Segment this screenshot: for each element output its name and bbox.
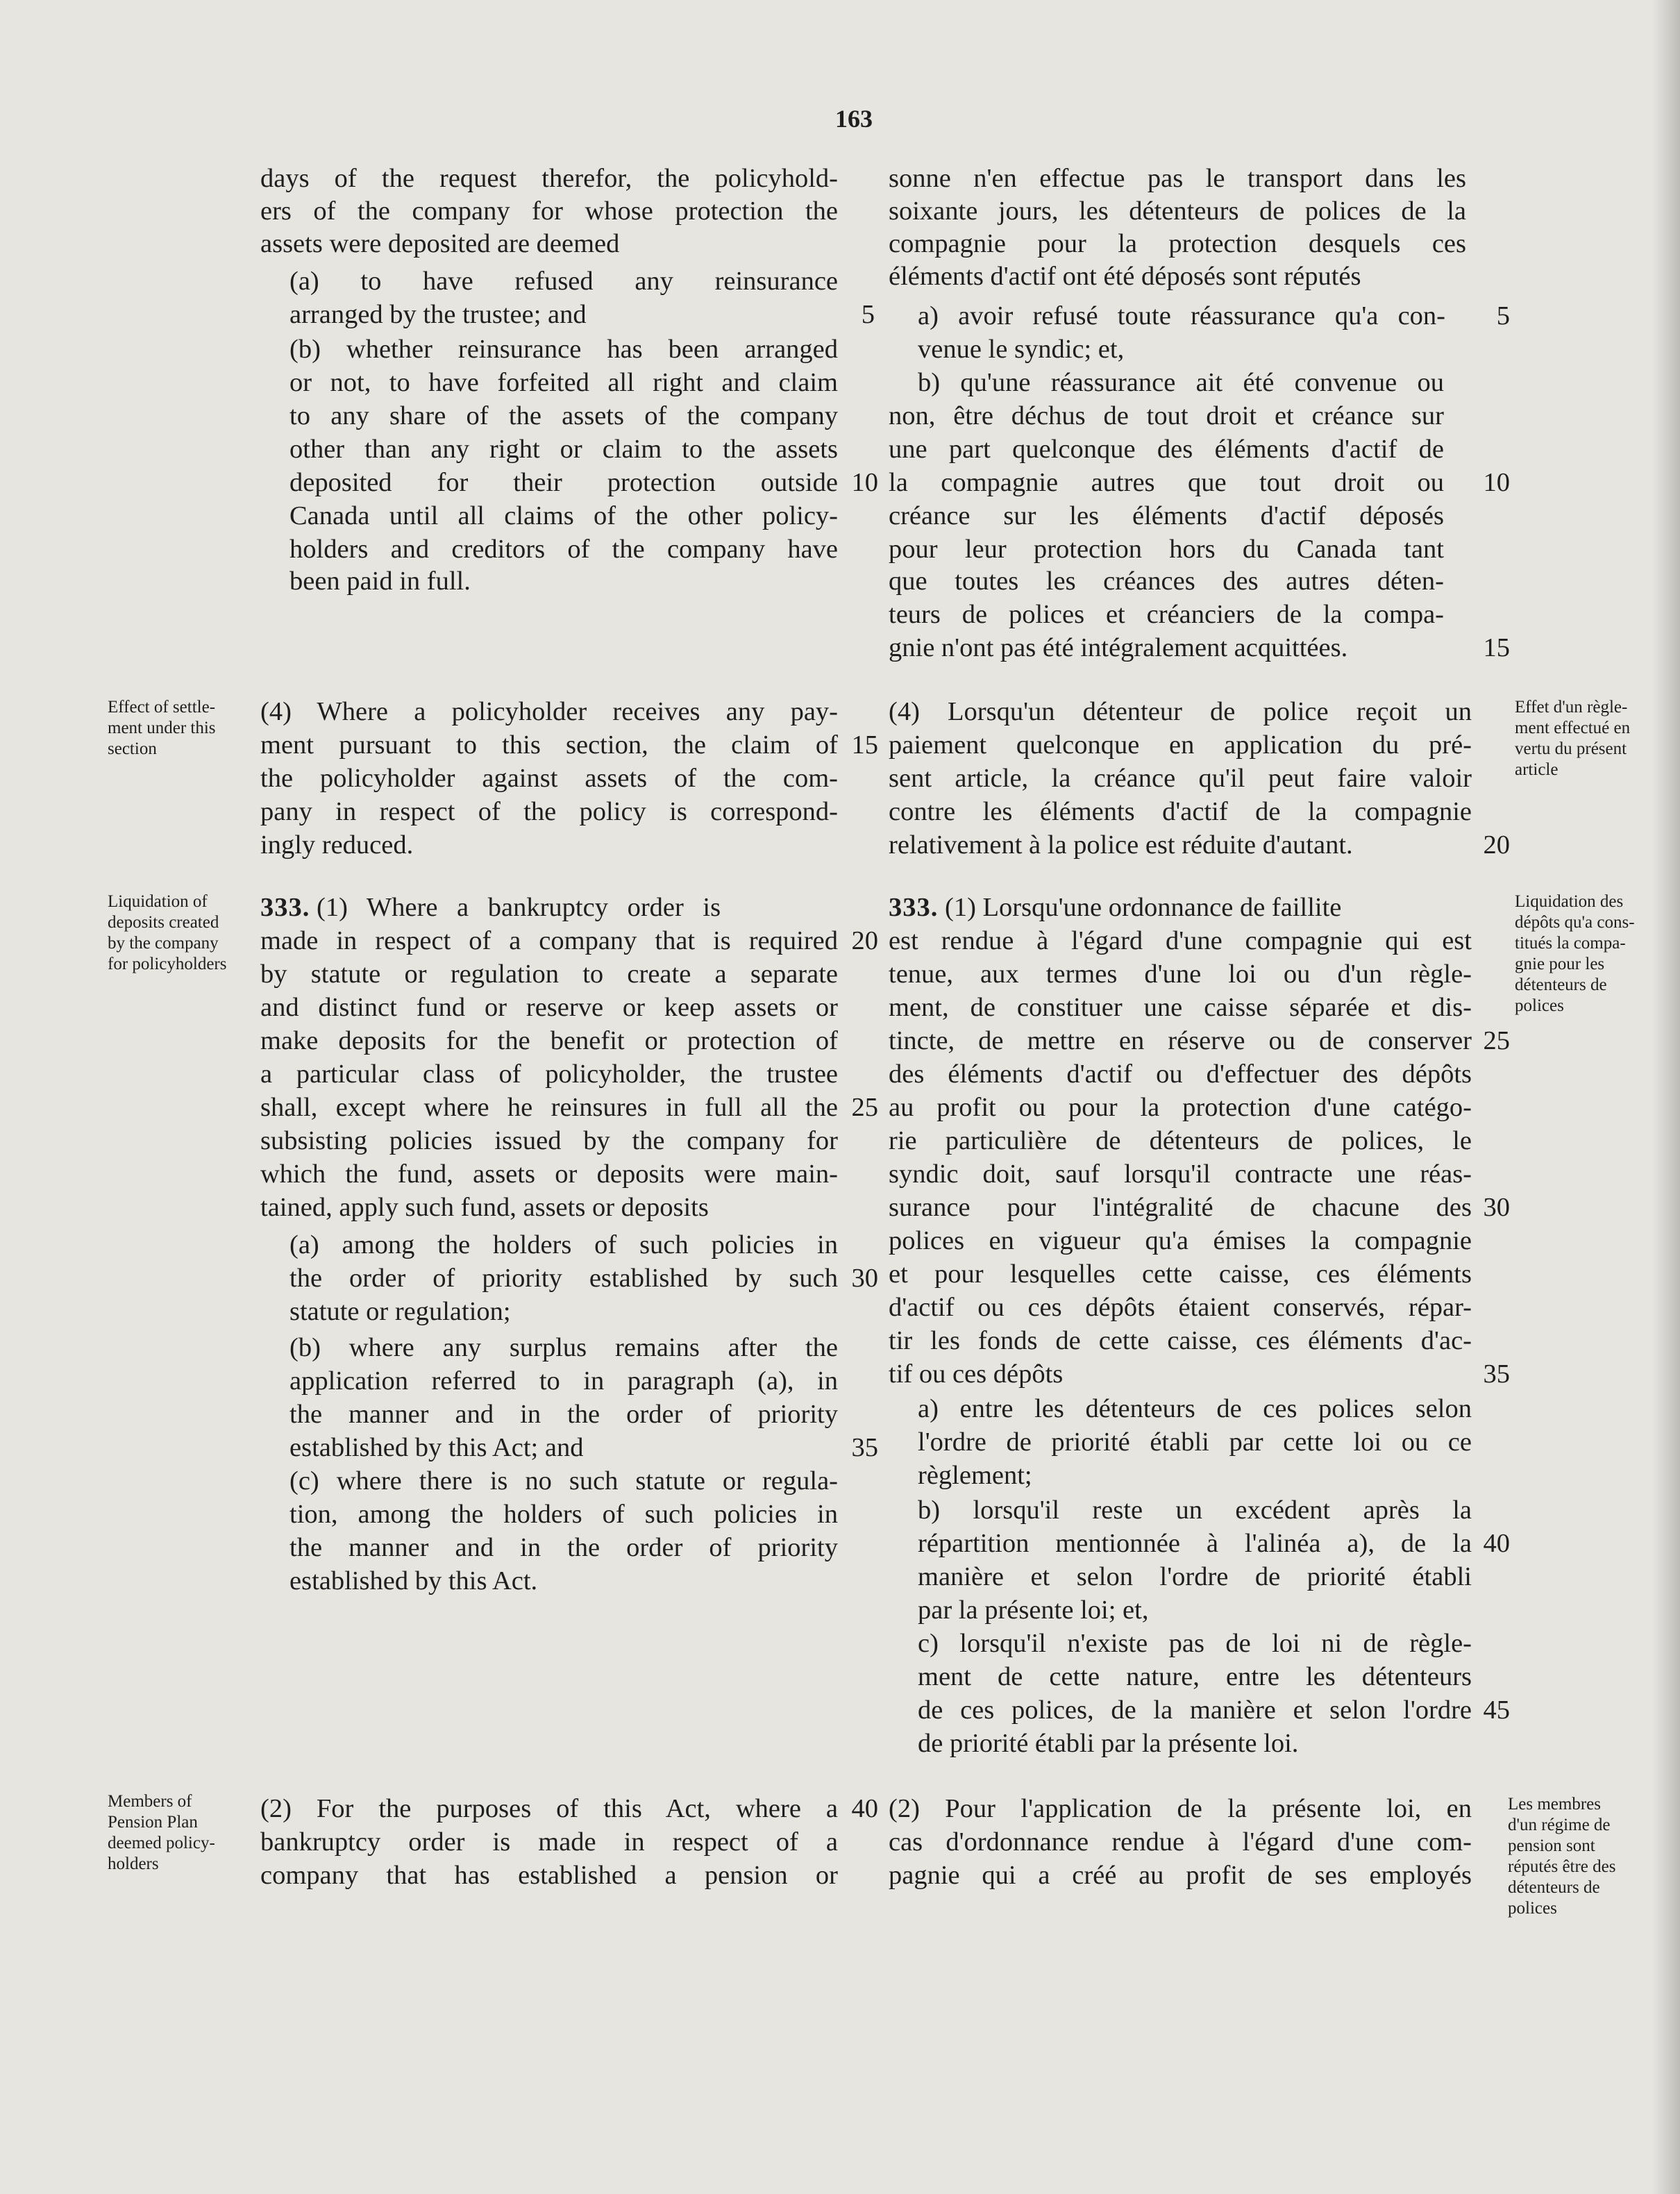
fr-para4-line-4: contre les éléments d'actif de la compagnie (889, 797, 1472, 826)
fr-s333-line-7: au profit ou pour la protection d'une catégo- (889, 1093, 1472, 1122)
en-s333-first-rest: (1) Where a bankruptcy order is (317, 893, 721, 922)
fr-s333-a-line-1: a) entre les détenteurs de ces polices selon (918, 1394, 1472, 1423)
en-s333-a-line-3: statute or regulation; (289, 1297, 511, 1326)
fr-s333-c-line-2: ment de cette nature, entre les détenteurs (918, 1662, 1472, 1691)
fr-para4-line-3: sent article, la créance qu'il peut faire valoir (889, 764, 1472, 793)
fr-s333-line-9: syndic doit, sauf lorsqu'il contracte une réas- (889, 1159, 1472, 1189)
fr-para1-line-4: éléments d'actif ont été déposés sont réputés (889, 262, 1361, 291)
en-line-number-30: 30 (851, 1264, 878, 1293)
en-para1-a-line-1: (a) to have refused any reinsurance (289, 267, 838, 296)
en-para1-b-line-7: holders and creditors of the company have (289, 535, 838, 564)
en-s333-first-line (260, 890, 838, 925)
en-line-number-5: 5 (861, 300, 875, 329)
en-para4-line-4: pany in respect of the policy is correspond- (260, 797, 838, 826)
en-s333-c-line-3: the manner and in the order of priority (289, 1533, 838, 1562)
fr-s333-line-3: tenue, aux termes d'une loi ou d'un règle- (889, 960, 1472, 989)
fr-s333-line-4: ment, de constituer une caisse séparée et dis- (889, 993, 1472, 1022)
en-para4-line-3: the policyholder against assets of the com- (260, 764, 838, 793)
en-para1-line-1: days of the request therefor, the policyhold- (260, 164, 838, 193)
en-s333-line-10: tained, apply such fund, assets or deposits (260, 1193, 709, 1222)
fr-line-number-45: 45 (1483, 1695, 1510, 1725)
fr-para1-line-1: sonne n'en effectue pas le transport dans les (889, 164, 1466, 193)
fr-para1-line-2: soixante jours, les détenteurs de polices de la (889, 196, 1466, 226)
page-number: 163 (835, 105, 873, 133)
fr-line-number-15: 15 (1483, 633, 1510, 662)
fr-para1-b-line-3: une part quelconque des éléments d'actif de (889, 435, 1444, 464)
en-line-number-15: 15 (851, 730, 878, 760)
en-line-number-10: 10 (851, 468, 878, 497)
fr-para1-b-line-6: pour leur protection hors du Canada tant (889, 535, 1444, 564)
fr-line-number-10: 10 (1483, 468, 1510, 497)
en-s333-line-6: a particular class of policyholder, the trustee (260, 1060, 838, 1089)
fr-s333-line-13: d'actif ou ces dépôts étaient conservés, répar- (889, 1293, 1472, 1322)
left-margin-note-members: Members of Pension Plan deemed policy- holders (108, 1792, 215, 1873)
fr-para1-b-line-7: que toutes les créances des autres déten- (889, 567, 1444, 596)
fr-s333-b-line-2: répartition mentionnée à l'alinéa a), de la (918, 1529, 1472, 1558)
fr-s333-b-line-1: b) lorsqu'il reste un excédent après la (918, 1496, 1472, 1525)
fr-s333-line-11: polices en vigueur qu'a émises la compagnie (889, 1226, 1472, 1255)
fr-line-number-25: 25 (1483, 1026, 1510, 1055)
en-para1-b-line-6: Canada until all claims of the other policy- (289, 501, 838, 530)
fr-para1-b-line-2: non, être déchus de tout droit et créance sur (889, 401, 1444, 430)
right-margin-note-membres: Les membres d'un régime de pension sont réputés être des détenteurs de polices (1508, 1795, 1616, 1918)
en-s333-b-line-1: (b) where any surplus remains after the (289, 1333, 838, 1362)
left-margin-note-effect: Effect of settle- ment under this section (108, 698, 216, 758)
en-para1-b-line-4: other than any right or claim to the assets (289, 435, 838, 464)
en-para1-line-2: ers of the company for whose protection the (260, 196, 838, 226)
en-s333-line-2: made in respect of a company that is required (260, 926, 838, 955)
fr-line-number-5: 5 (1496, 301, 1510, 330)
en-para1-line-3: assets were deposited are deemed (260, 229, 620, 258)
fr-line-number-30: 30 (1483, 1193, 1510, 1222)
fr-s333-2-line-3: pagnie qui a créé au profit de ses employés (889, 1861, 1472, 1890)
fr-s333-line-14: tir les fonds de cette caisse, ces éléments d'ac- (889, 1326, 1472, 1355)
right-margin-note-liquidation: Liquidation des dépôts qu'a cons- titués la compa- gnie pour les détenteurs de polices (1515, 892, 1635, 1015)
en-para4-line-2: ment pursuant to this section, the claim of (260, 730, 838, 760)
en-para1-b-line-2: or not, to have forfeited all right and claim (289, 368, 838, 397)
en-s333-line-9: which the fund, assets or deposits were main- (260, 1159, 838, 1189)
en-line-number-20: 20 (851, 926, 878, 955)
fr-s333-c-line-1: c) lorsqu'il n'existe pas de loi ni de règle- (918, 1629, 1472, 1658)
en-s333-c-line-2: tion, among the holders of such policies in (289, 1500, 838, 1529)
fr-s333-c-line-3: de ces polices, de la manière et selon l'ordre (918, 1695, 1472, 1725)
french-column (889, 0, 1472, 2194)
en-para1-b-line-1: (b) whether reinsurance has been arranged (289, 335, 838, 364)
en-para1-b-line-8: been paid in full. (289, 567, 471, 596)
fr-section-number: 333. (889, 893, 939, 922)
fr-para1-b-line-9: gnie n'ont pas été intégralement acquittées. (889, 633, 1348, 662)
fr-s333-line-15: tif ou ces dépôts (889, 1359, 1064, 1389)
fr-s333-c-line-4: de priorité établi par la présente loi. (918, 1729, 1299, 1758)
en-s333-a-line-1: (a) among the holders of such policies in (289, 1230, 838, 1259)
en-s333-b-line-4: established by this Act; and (289, 1433, 584, 1462)
en-s333-b-line-2: application referred to in paragraph (a), in (289, 1366, 838, 1396)
page-edge-shadow (1652, 0, 1680, 2194)
en-line-number-40: 40 (851, 1794, 878, 1823)
fr-para1-b-line-5: créance sur les éléments d'actif déposés (889, 501, 1444, 530)
fr-s333-a-line-2: l'ordre de priorité établi par cette loi ou ce (918, 1427, 1472, 1457)
fr-para1-line-3: compagnie pour la protection desquels ces (889, 229, 1466, 258)
en-s333-2-line-1: (2) For the purposes of this Act, where a (260, 1794, 838, 1823)
en-s333-a-line-2: the order of priority established by such (289, 1264, 838, 1293)
fr-s333-first-rest: (1) Lorsqu'une ordonnance de faillite (945, 893, 1342, 922)
en-line-number-35: 35 (851, 1433, 878, 1462)
fr-s333-b-line-4: par la présente loi; et, (918, 1596, 1149, 1625)
fr-s333-2-line-1: (2) Pour l'application de la présente loi, en (889, 1794, 1472, 1823)
en-s333-c-line-1: (c) where there is no such statute or regula- (289, 1466, 838, 1496)
en-para4-line-5: ingly reduced. (260, 830, 414, 860)
fr-s333-b-line-3: manière et selon l'ordre de priorité établi (918, 1562, 1472, 1591)
en-s333-b-line-3: the manner and in the order of priority (289, 1400, 838, 1429)
en-para1-b-line-5: deposited for their protection outside (289, 468, 838, 497)
fr-s333-line-6: des éléments d'actif ou d'effectuer des dépôts (889, 1060, 1472, 1089)
en-s333-line-8: subsisting policies issued by the company for (260, 1126, 838, 1155)
en-s333-line-4: and distinct fund or reserve or keep assets or (260, 993, 838, 1022)
fr-s333-2-line-2: cas d'ordonnance rendue à l'égard d'une com- (889, 1827, 1472, 1857)
en-s333-2-line-2: bankruptcy order is made in respect of a (260, 1827, 838, 1857)
en-line-number-25: 25 (851, 1093, 878, 1122)
fr-line-number-40: 40 (1483, 1529, 1510, 1558)
fr-para4-line-1: (4) Lorsqu'un détenteur de police reçoit un (889, 697, 1472, 726)
fr-s333-line-10: surance pour l'intégralité de chacune des (889, 1193, 1472, 1222)
fr-para1-a-line-1: a) avoir refusé toute réassurance qu'a con- (918, 301, 1445, 330)
en-s333-c-line-4: established by this Act. (289, 1566, 538, 1596)
en-s333-line-7: shall, except where he reinsures in full all the (260, 1093, 838, 1122)
left-margin-note-liquidation: Liquidation of deposits created by the company for policyholders (108, 892, 227, 973)
fr-para1-a-line-2: venue le syndic; et, (918, 335, 1125, 364)
fr-s333-line-8: rie particulière de détenteurs de polices, le (889, 1126, 1472, 1155)
fr-line-number-20: 20 (1483, 830, 1510, 860)
fr-s333-a-line-3: règlement; (918, 1461, 1032, 1490)
fr-para1-b-line-8: teurs de polices et créanciers de la compa- (889, 600, 1444, 629)
en-section-number: 333. (260, 893, 310, 922)
right-margin-note-effet: Effet d'un règle- ment effectué en vertu du présent article (1515, 698, 1631, 779)
fr-s333-line-5: tincte, de mettre en réserve ou de conserver (889, 1026, 1472, 1055)
fr-line-number-35: 35 (1483, 1359, 1510, 1389)
fr-s333-line-12: et pour lesquelles cette caisse, ces éléments (889, 1259, 1472, 1289)
fr-s333-line-2: est rendue à l'égard d'une compagnie qui est (889, 926, 1472, 955)
en-s333-line-5: make deposits for the benefit or protection of (260, 1026, 838, 1055)
en-s333-2-line-3: company that has established a pension or (260, 1861, 838, 1890)
fr-para1-b-line-4: la compagnie autres que tout droit ou (889, 468, 1444, 497)
fr-s333-first-line (889, 890, 1472, 925)
fr-para1-b-line-1: b) qu'une réassurance ait été convenue ou (918, 368, 1444, 397)
english-column (260, 0, 838, 2194)
fr-para4-line-5: relativement à la police est réduite d'autant. (889, 830, 1353, 860)
en-para4-line-1: (4) Where a policyholder receives any pay- (260, 697, 838, 726)
en-s333-line-3: by statute or regulation to create a separate (260, 960, 838, 989)
en-para1-a-line-2: arranged by the trustee; and (289, 300, 587, 329)
en-para1-b-line-3: to any share of the assets of the company (289, 401, 838, 430)
fr-para4-line-2: paiement quelconque en application du pré- (889, 730, 1472, 760)
